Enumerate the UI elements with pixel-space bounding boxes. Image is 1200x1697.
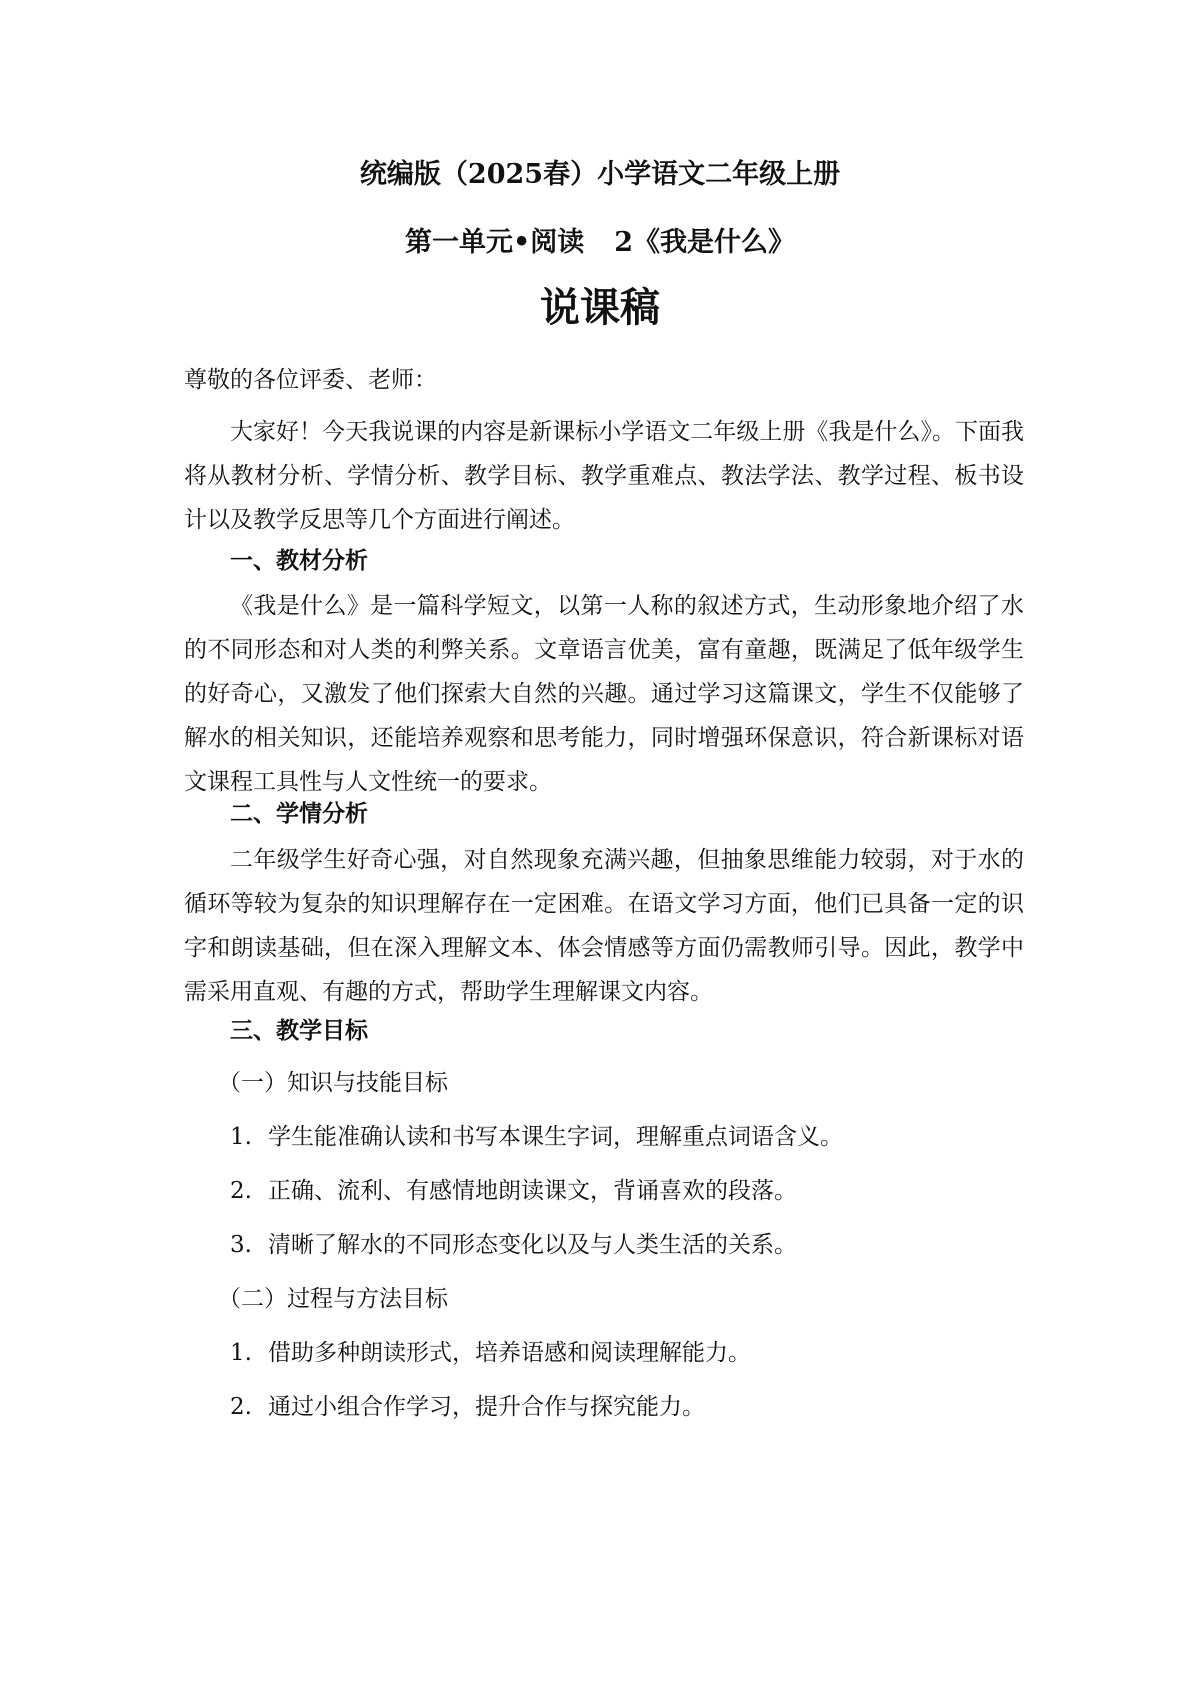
intro-paragraph: 大家好！今天我说课的内容是新课标小学语文二年级上册《我是什么》。下面我将从教材分析、学情分析、教学目标、教学重难点、教法学法、教学过程、板书设计以及教学反思等几个方面进行阐述。	[184, 419, 1024, 533]
document-title: 统编版（2025春）小学语文二年级上册	[359, 159, 841, 190]
list-item: 2. 正确、流利、有感情地朗读课文，背诵喜欢的段落。	[230, 1178, 797, 1204]
lesson-title	[0, 223, 1200, 263]
lesson-label: 2《我是什么》	[614, 227, 796, 258]
greeting: 尊敬的各位评委、老师：	[184, 367, 437, 393]
document-type-title: 说课稿	[540, 284, 660, 331]
list-item: 3. 清晰了解水的不同形态变化以及与人类生活的关系。	[230, 1232, 797, 1258]
section-heading-teaching-goals: 三、教学目标	[230, 1017, 368, 1044]
list-item: 1. 学生能准确认读和书写本课生字词，理解重点词语含义。	[230, 1124, 843, 1150]
section-text-learner-analysis: 二年级学生好奇心强，对自然现象充满兴趣，但抽象思维能力较弱，对于水的循环等较为复杂的知识理解存在一定困难。在语文学习方面，他们已具备一定的识字和朗读基础，但在深入理解文本、体会情感等方面仍需教师引导。因此，教学中需采用直观、有趣的方式，帮助学生理解课文内容。	[184, 847, 1024, 1005]
list-item: 2. 通过小组合作学习，提升合作与探究能力。	[230, 1394, 705, 1420]
subsection-title-knowledge-skills: （一）知识与技能目标	[218, 1070, 448, 1096]
section-heading-textbook-analysis: 一、教材分析	[230, 547, 368, 574]
subsection-title-process-methods: （二）过程与方法目标	[218, 1286, 448, 1312]
section-heading-learner-analysis: 二、学情分析	[230, 800, 368, 827]
section-text-textbook-analysis: 《我是什么》是一篇科学短文，以第一人称的叙述方式，生动形象地介绍了水的不同形态和对人类的利弊关系。文章语言优美，富有童趣，既满足了低年级学生的好奇心，又激发了他们探索大自然的兴趣。通过学习这篇课文，学生不仅能够了解水的相关知识，还能培养观察和思考能力，同时增强环保意识，符合新课标对语文课程工具性与人文性统一的要求。	[184, 593, 1024, 795]
list-item: 1. 借助多种朗读形式，培养语感和阅读理解能力。	[230, 1340, 751, 1366]
unit-label: 第一单元•阅读	[404, 227, 585, 258]
